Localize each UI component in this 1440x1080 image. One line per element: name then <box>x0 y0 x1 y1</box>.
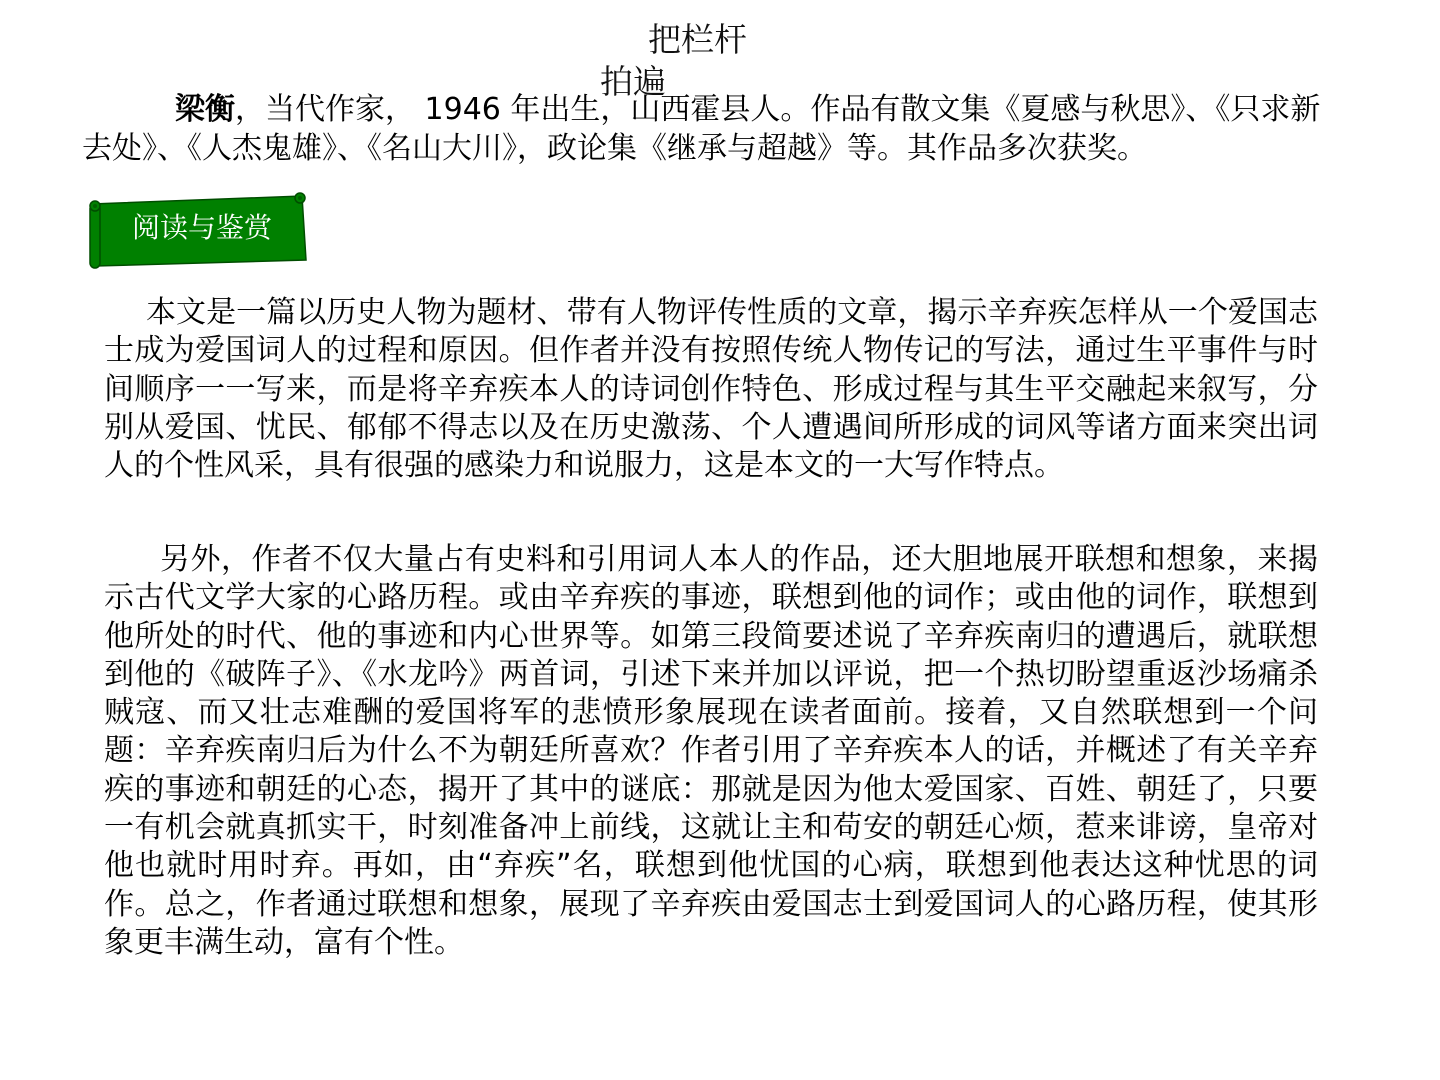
author-intro-text: ，当代作家， 1946 年出生，山西霍县人。作品有散文集《夏感与秋思》、《只求新去处》、《人杰鬼雄》、《名山大川》，政论集《继承与超越》等。其作品多次获奖。 <box>82 92 1321 166</box>
paragraph-2: 另外，作者不仅大量占有史料和引用词人本人的作品，还大胆地展开联想和想象，来揭示古代文学大家的心路历程。或由辛弃疾的事迹，联想到他的词作；或由他的词作，联想到他所处的时代、他的事迹和内心世界等。如第三段简要述说了辛弃疾南归的遭遇后，就联想到他的《破阵子》、《水龙吟》两首词，引述下来并加以评说，把一个热切盼望重返沙场痛杀贼寇、而又壮志难酬的爱国将军的悲愤形象展现在读者面前。接着，又自然联想到一个问题：辛弃疾南归后为什么不为朝廷所喜欢？作者引用了辛弃疾本人的话，并概述了有关辛弃疾的事迹和朝廷的心态，揭开了其中的谜底：那就是因为他太爱国家、百姓、朝廷了，只要一有机会就真抓实干，时刻准备冲上前线，这就让主和苟安的朝廷心烦，惹来诽谤，皇帝对他也就时用时弃。再如，由“弃疾”名，联想到他忧国的心病，联想到他表达这种忧思的词作。总之，作者通过联想和想象，展现了辛弃疾由爱国志士到爱国词人的心路历程，使其形象更丰满生动，富有个性。 <box>104 542 1318 960</box>
section-banner <box>88 190 310 272</box>
title-line-1: 把栏杆 <box>648 20 747 59</box>
paragraph-1: 本文是一篇以历史人物为题材、带有人物评传性质的文章，揭示辛弃疾怎样从一个爱国志士成为爱国词人的过程和原因。但作者并没有按照传统人物传记的写法，通过生平事件与时间顺序一一写来，而是将辛弃疾本人的诗词创作特色、形成过程与其生平交融起来叙写，分别从爱国、忧民、郁郁不得志以及在历史激荡、个人遭遇间所形成的词风等诸方面来突出词人的个性风采，具有很强的感染力和说服力，这是本文的一大写作特点。 <box>104 295 1318 484</box>
author-intro <box>82 90 1332 168</box>
author-name: 梁衡 <box>175 92 235 127</box>
section-label: 阅读与鉴赏 <box>131 211 272 244</box>
title-line-2: 拍遍 <box>600 62 666 101</box>
